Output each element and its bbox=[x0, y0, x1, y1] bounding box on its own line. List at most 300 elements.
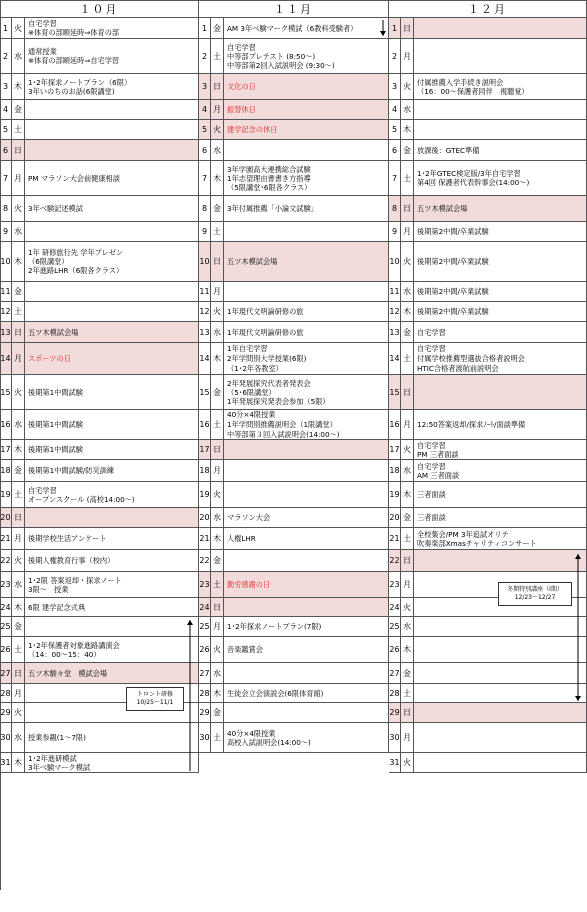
weekday: 水 bbox=[12, 222, 25, 242]
event-text: 人権LHR bbox=[227, 534, 256, 543]
day-number: 20 bbox=[389, 508, 401, 528]
event-text: 後期第2中間/卒業試験 bbox=[417, 287, 489, 296]
day-number: 28 bbox=[0, 684, 12, 703]
event-cell bbox=[414, 703, 587, 723]
weekday: 月 bbox=[401, 222, 414, 242]
weekday: 日 bbox=[12, 663, 25, 684]
event-cell bbox=[25, 637, 199, 663]
weekday: 水 bbox=[211, 663, 224, 684]
event-text: PM 三者面談 bbox=[417, 449, 459, 459]
event-cell bbox=[25, 322, 199, 343]
event-text: 1･2年保護者対象進路講演会 bbox=[28, 640, 120, 650]
day-number: 30 bbox=[0, 723, 12, 753]
day-number: 12 bbox=[389, 302, 401, 322]
event-text: 後期第1中間試験 bbox=[28, 420, 83, 429]
event-text: 3年ベ験マーク模試 bbox=[28, 762, 91, 772]
weekday: 木 bbox=[401, 302, 414, 322]
weekday: 水 bbox=[12, 572, 25, 598]
event-text: 付属推薦入学手続き説明会 bbox=[417, 77, 504, 87]
event-cell bbox=[224, 440, 389, 460]
event-text: 40分×4限授業 bbox=[227, 728, 276, 738]
note-text: 冬期特別講座（Ⅰ期） bbox=[507, 586, 563, 593]
event-text: 1年現代文明論研修の旅 bbox=[227, 327, 304, 337]
event-cell bbox=[414, 663, 587, 684]
day-number: 19 bbox=[199, 482, 211, 508]
event-text: 12:50答案返却/探求ﾉｰﾄ/面談準備 bbox=[417, 420, 526, 429]
event-text: 3年ベ験記述模試 bbox=[28, 204, 83, 213]
day-number: 22 bbox=[0, 550, 12, 572]
weekday: 水 bbox=[401, 617, 414, 637]
event-text: 1･2年探求ノートプラン（6限） bbox=[28, 77, 132, 87]
event-cell bbox=[25, 572, 199, 598]
day-number: 19 bbox=[0, 482, 12, 508]
event-text: 自宅学習 bbox=[28, 485, 57, 495]
day-number: 15 bbox=[199, 375, 211, 410]
day-number: 6 bbox=[199, 140, 211, 161]
weekday: 水 bbox=[12, 410, 25, 440]
event-cell bbox=[414, 343, 587, 375]
day-number: 11 bbox=[199, 282, 211, 302]
event-text: 2年進路LHR（6限各クラス） bbox=[28, 266, 124, 275]
event-text: （16：00～保護者同伴 視聴覚） bbox=[417, 86, 529, 96]
day-number: 16 bbox=[0, 410, 12, 440]
event-text: （5限講堂･6限各クラス） bbox=[227, 182, 312, 192]
day-number: 7 bbox=[199, 161, 211, 196]
day-number: 18 bbox=[199, 460, 211, 482]
weekday: 日 bbox=[12, 322, 25, 343]
event-cell bbox=[25, 161, 199, 196]
day-number: 6 bbox=[389, 140, 401, 161]
day-number: 3 bbox=[199, 74, 211, 100]
event-text: オープンスクール (高校14:00～) bbox=[28, 494, 135, 504]
weekday: 月 bbox=[401, 572, 414, 598]
event-text: 後期第2中間/卒業試験 bbox=[417, 227, 489, 236]
event-cell bbox=[224, 482, 389, 508]
event-text: 2年学問別大学授業(6限) bbox=[227, 353, 307, 363]
event-cell bbox=[414, 410, 587, 440]
weekday: 木 bbox=[211, 684, 224, 703]
event-text: （6限講堂） bbox=[28, 257, 69, 266]
event-cell bbox=[224, 508, 389, 528]
event-cell bbox=[224, 322, 389, 343]
weekday: 金 bbox=[211, 550, 224, 572]
event-cell bbox=[224, 282, 389, 302]
event-cell bbox=[224, 161, 389, 196]
event-text: 3年いのちのお話(6限講堂) bbox=[28, 86, 115, 96]
event-cell bbox=[25, 528, 199, 550]
event-text: 五ツ木模試会場 bbox=[227, 257, 278, 266]
event-cell bbox=[25, 753, 199, 773]
event-text: AM 三者面談 bbox=[417, 470, 460, 480]
event-text: 自宅学習 bbox=[28, 19, 57, 28]
day-number: 2 bbox=[0, 39, 12, 74]
day-number: 16 bbox=[389, 410, 401, 440]
event-cell bbox=[414, 140, 587, 161]
day-number: 27 bbox=[389, 663, 401, 684]
event-text: 1年現代文明論研修の旅 bbox=[227, 307, 304, 316]
weekday: 土 bbox=[401, 528, 414, 550]
weekday: 金 bbox=[211, 375, 224, 410]
weekday: 日 bbox=[211, 440, 224, 460]
weekday: 金 bbox=[12, 617, 25, 637]
event-cell bbox=[414, 617, 587, 637]
event-cell bbox=[25, 598, 199, 617]
day-number: 7 bbox=[0, 161, 12, 196]
event-cell bbox=[25, 508, 199, 528]
weekday: 月 bbox=[12, 684, 25, 703]
weekday: 土 bbox=[12, 637, 25, 663]
weekday: 金 bbox=[401, 140, 414, 161]
event-cell bbox=[224, 302, 389, 322]
event-text: 通常授業 bbox=[28, 47, 57, 56]
weekday: 木 bbox=[12, 598, 25, 617]
day-number: 5 bbox=[199, 120, 211, 140]
day-number: 13 bbox=[199, 322, 211, 343]
weekday: 日 bbox=[211, 74, 224, 100]
weekday: 木 bbox=[12, 242, 25, 282]
event-cell bbox=[224, 343, 389, 375]
event-cell bbox=[25, 375, 199, 410]
weekday: 金 bbox=[12, 460, 25, 482]
event-text: 自宅学習 bbox=[417, 343, 446, 353]
event-cell bbox=[25, 302, 199, 322]
weekday: 金 bbox=[211, 196, 224, 222]
day-number: 15 bbox=[0, 375, 12, 410]
event-cell bbox=[224, 222, 389, 242]
weekday: 月 bbox=[12, 161, 25, 196]
event-cell bbox=[25, 440, 199, 460]
day-number: 26 bbox=[0, 637, 12, 663]
day-number: 25 bbox=[199, 617, 211, 637]
weekday: 火 bbox=[12, 703, 25, 723]
event-text: 後期人権教育行事（校内） bbox=[28, 556, 115, 565]
weekday: 日 bbox=[401, 375, 414, 410]
event-cell bbox=[224, 723, 389, 753]
weekday: 木 bbox=[211, 343, 224, 375]
event-text: 第4回 保護者代表幹事会(14:00～) bbox=[417, 178, 530, 187]
weekday: 金 bbox=[12, 100, 25, 120]
weekday: 火 bbox=[211, 637, 224, 663]
event-text: 自宅学習 bbox=[227, 42, 256, 52]
weekday: 火 bbox=[211, 302, 224, 322]
event-text: 1年志望理由書書き方指導 bbox=[227, 173, 311, 183]
event-cell bbox=[224, 528, 389, 550]
event-cell bbox=[414, 74, 587, 100]
event-cell bbox=[25, 460, 199, 482]
day-number: 14 bbox=[199, 343, 211, 375]
event-cell bbox=[25, 410, 199, 440]
weekday: 日 bbox=[211, 598, 224, 617]
event-cell bbox=[414, 120, 587, 140]
weekday: 日 bbox=[401, 18, 414, 39]
day-number: 8 bbox=[199, 196, 211, 222]
event-cell bbox=[224, 550, 389, 572]
day-number: 29 bbox=[0, 703, 12, 723]
weekday: 月 bbox=[12, 528, 25, 550]
day-number: 13 bbox=[0, 322, 12, 343]
event-text: （1･2年各教室） bbox=[227, 363, 283, 373]
event-cell bbox=[25, 550, 199, 572]
event-text: 五ツ木模試会場 bbox=[28, 327, 79, 337]
event-cell bbox=[224, 637, 389, 663]
weekday: 火 bbox=[401, 598, 414, 617]
event-cell bbox=[224, 375, 389, 410]
event-text: 音楽鑑賞会 bbox=[227, 645, 263, 654]
event-cell bbox=[25, 120, 199, 140]
day-number: 17 bbox=[199, 440, 211, 460]
day-number: 15 bbox=[389, 375, 401, 410]
event-cell bbox=[414, 18, 587, 39]
event-text: 3年学園高大連携総合試験 bbox=[227, 164, 311, 174]
weekday: 日 bbox=[401, 703, 414, 723]
event-text: 中等部第３回入試説明会(14:00～) bbox=[227, 429, 340, 439]
event-text: 五ツ木駿々堂 模試会場 bbox=[28, 668, 108, 678]
event-cell bbox=[414, 550, 587, 572]
weekday: 土 bbox=[211, 723, 224, 753]
event-cell bbox=[25, 617, 199, 637]
weekday: 木 bbox=[12, 440, 25, 460]
day-number: 28 bbox=[199, 684, 211, 703]
weekday: 火 bbox=[401, 440, 414, 460]
weekday: 火 bbox=[12, 550, 25, 572]
event-cell bbox=[25, 242, 199, 282]
event-cell bbox=[414, 302, 587, 322]
event-text: 授業参観(1～7限) bbox=[28, 733, 86, 742]
month-header: １０月 bbox=[0, 0, 199, 18]
day-number: 12 bbox=[0, 302, 12, 322]
weekday: 日 bbox=[401, 196, 414, 222]
day-number: 24 bbox=[199, 598, 211, 617]
event-text: 40分×4限授業 bbox=[227, 410, 276, 419]
day-number: 8 bbox=[0, 196, 12, 222]
event-text: 3年付属推薦「小論文試験」 bbox=[227, 204, 318, 213]
event-text: 自宅学習 bbox=[417, 327, 446, 337]
event-text: マラソン大会 bbox=[227, 513, 271, 522]
event-cell bbox=[224, 196, 389, 222]
day-number: 22 bbox=[389, 550, 401, 572]
month-header: １１月 bbox=[199, 0, 389, 18]
day-number: 23 bbox=[199, 572, 211, 598]
event-cell bbox=[414, 482, 587, 508]
weekday: 金 bbox=[12, 282, 25, 302]
event-text: 五ツ木模試会場 bbox=[417, 204, 468, 213]
event-text: 後期第1中間試験 bbox=[28, 387, 83, 397]
weekday: 木 bbox=[401, 482, 414, 508]
weekday: 火 bbox=[211, 482, 224, 508]
event-text: 吹奏楽部Xmasチャリティコンサート bbox=[417, 538, 537, 548]
weekday: 日 bbox=[12, 508, 25, 528]
event-cell bbox=[25, 663, 199, 684]
event-cell bbox=[224, 74, 389, 100]
note-text: 10/25～11/1 bbox=[136, 699, 174, 706]
event-cell bbox=[25, 100, 199, 120]
weekday: 火 bbox=[12, 375, 25, 410]
winter-course-note bbox=[498, 582, 572, 606]
event-text: 高校入試説明会(14:00～) bbox=[227, 737, 311, 747]
day-number: 11 bbox=[0, 282, 12, 302]
day-number: 25 bbox=[0, 617, 12, 637]
day-number: 30 bbox=[199, 723, 211, 753]
event-text: 中等部第2回入試説明会 (9:30～) bbox=[227, 60, 335, 70]
day-number: 8 bbox=[389, 196, 401, 222]
day-number: 1 bbox=[389, 18, 401, 39]
event-text: 勤労感謝の日 bbox=[227, 580, 271, 589]
day-number: 27 bbox=[0, 663, 12, 684]
event-text: 1年学問別推薦説明会（1限講堂） bbox=[227, 419, 337, 429]
day-number: 1 bbox=[199, 18, 211, 39]
weekday: 火 bbox=[401, 242, 414, 282]
day-number: 21 bbox=[389, 528, 401, 550]
day-number: 20 bbox=[199, 508, 211, 528]
day-number: 23 bbox=[389, 572, 401, 598]
event-text: 全校集会/PM 3年追試オリテ bbox=[417, 529, 509, 539]
event-cell bbox=[414, 282, 587, 302]
day-number: 14 bbox=[0, 343, 12, 375]
event-cell bbox=[224, 460, 389, 482]
event-text: 6限 建学記念式典 bbox=[28, 602, 86, 612]
day-number: 10 bbox=[199, 242, 211, 282]
event-text: 1･2年GTEC検定版/3年自宅学習 bbox=[417, 169, 521, 178]
weekday: 月 bbox=[401, 410, 414, 440]
day-number: 23 bbox=[0, 572, 12, 598]
day-number: 28 bbox=[389, 684, 401, 703]
event-text: 1･2年探求ノートプラン(7限) bbox=[227, 622, 322, 631]
event-cell bbox=[224, 663, 389, 684]
day-number: 3 bbox=[389, 74, 401, 100]
event-cell bbox=[25, 222, 199, 242]
weekday: 月 bbox=[211, 460, 224, 482]
event-text: 建学記念の休日 bbox=[227, 125, 278, 134]
event-text: 3限～ 授業 bbox=[28, 584, 69, 594]
weekday: 土 bbox=[12, 482, 25, 508]
day-number: 21 bbox=[0, 528, 12, 550]
event-cell bbox=[414, 753, 587, 773]
event-cell bbox=[25, 140, 199, 161]
day-number: 4 bbox=[389, 100, 401, 120]
weekday: 月 bbox=[211, 282, 224, 302]
day-number: 26 bbox=[199, 637, 211, 663]
day-number: 21 bbox=[199, 528, 211, 550]
weekday: 水 bbox=[211, 322, 224, 343]
event-cell bbox=[224, 598, 389, 617]
event-cell bbox=[414, 39, 587, 74]
event-cell bbox=[224, 140, 389, 161]
day-number: 24 bbox=[0, 598, 12, 617]
weekday: 火 bbox=[211, 120, 224, 140]
weekday: 水 bbox=[211, 508, 224, 528]
event-text: 1･2年進研模試 bbox=[28, 753, 77, 763]
event-text: 後期第1中間試験 bbox=[28, 445, 83, 454]
day-number: 9 bbox=[199, 222, 211, 242]
event-cell bbox=[414, 242, 587, 282]
day-number: 7 bbox=[389, 161, 401, 196]
event-cell bbox=[224, 242, 389, 282]
event-cell bbox=[414, 222, 587, 242]
event-cell bbox=[414, 723, 587, 753]
weekday: 月 bbox=[401, 723, 414, 753]
event-text: 後期第2中間/卒業試験 bbox=[417, 307, 489, 316]
event-cell bbox=[25, 482, 199, 508]
day-number: 6 bbox=[0, 140, 12, 161]
event-text: 三者面談 bbox=[417, 513, 446, 522]
day-number: 29 bbox=[389, 703, 401, 723]
event-cell bbox=[224, 39, 389, 74]
event-text: （5･6限講堂） bbox=[227, 387, 276, 397]
event-cell bbox=[25, 18, 199, 39]
weekday: 月 bbox=[211, 100, 224, 120]
day-number: 19 bbox=[389, 482, 401, 508]
weekday: 土 bbox=[211, 572, 224, 598]
event-cell bbox=[414, 684, 587, 703]
event-cell bbox=[414, 440, 587, 460]
day-number: 20 bbox=[0, 508, 12, 528]
event-cell bbox=[25, 343, 199, 375]
event-cell bbox=[25, 723, 199, 753]
day-number: 30 bbox=[389, 723, 401, 753]
day-number: 24 bbox=[389, 598, 401, 617]
event-cell bbox=[414, 322, 587, 343]
day-number: 18 bbox=[389, 460, 401, 482]
event-text: 三者面談 bbox=[417, 490, 446, 499]
event-text: 中等部プレテスト (8:50～) bbox=[227, 51, 316, 61]
event-text: HTIC合格者渡航前説明会 bbox=[417, 363, 499, 373]
day-number: 25 bbox=[389, 617, 401, 637]
event-text: 後期第1中間試験/防災訓練 bbox=[28, 466, 115, 475]
day-number: 27 bbox=[199, 663, 211, 684]
event-cell bbox=[224, 684, 389, 703]
weekday: 土 bbox=[211, 39, 224, 74]
event-text: ※体育の部順延時⇒体育の部 bbox=[28, 28, 120, 37]
weekday: 土 bbox=[211, 222, 224, 242]
note-text: トロント研修 bbox=[136, 691, 173, 698]
weekday: 土 bbox=[12, 302, 25, 322]
day-number: 26 bbox=[389, 637, 401, 663]
weekday: 月 bbox=[211, 617, 224, 637]
event-cell bbox=[224, 617, 389, 637]
weekday: 月 bbox=[401, 39, 414, 74]
event-cell bbox=[414, 100, 587, 120]
note-text: 12/23～12/27 bbox=[514, 594, 556, 601]
weekday: 水 bbox=[12, 39, 25, 74]
event-text: 自宅学習 bbox=[417, 461, 446, 471]
event-text: 後期第2中間/卒業試験 bbox=[417, 257, 489, 266]
event-text: 自宅学習 bbox=[417, 440, 446, 450]
event-text: スポーツの日 bbox=[28, 354, 71, 363]
day-number: 12 bbox=[199, 302, 211, 322]
event-cell bbox=[224, 572, 389, 598]
event-text: 1年自宅学習 bbox=[227, 343, 268, 353]
weekday: 水 bbox=[401, 460, 414, 482]
weekday: 土 bbox=[211, 410, 224, 440]
event-text: 1･2限 答案返却・探求ノート bbox=[28, 575, 122, 585]
day-number: 11 bbox=[389, 282, 401, 302]
event-text: 放課後：GTEC準備 bbox=[417, 145, 480, 155]
day-number: 5 bbox=[389, 120, 401, 140]
day-number: 2 bbox=[389, 39, 401, 74]
day-number: 16 bbox=[199, 410, 211, 440]
day-number: 2 bbox=[199, 39, 211, 74]
event-text: 後期学校生活アンケート bbox=[28, 534, 107, 543]
event-cell bbox=[224, 100, 389, 120]
weekday: 土 bbox=[12, 120, 25, 140]
weekday: 木 bbox=[401, 637, 414, 663]
day-number: 17 bbox=[389, 440, 401, 460]
event-cell bbox=[25, 39, 199, 74]
weekday: 金 bbox=[211, 703, 224, 723]
event-cell bbox=[414, 528, 587, 550]
day-number: 9 bbox=[0, 222, 12, 242]
day-number: 5 bbox=[0, 120, 12, 140]
